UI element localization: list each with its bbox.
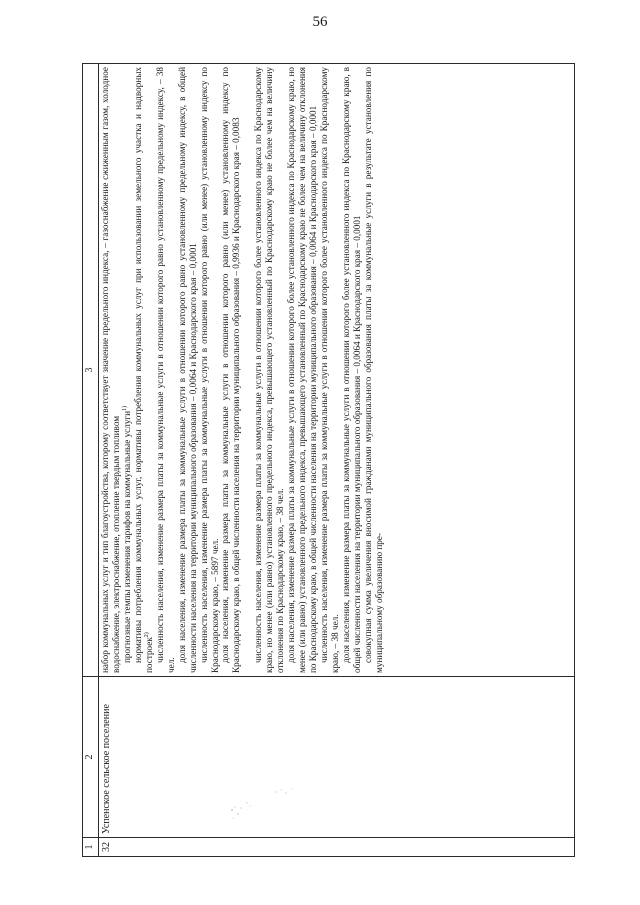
footnote-mark: 1)	[121, 405, 128, 411]
row-description	[99, 64, 575, 677]
scan-noise	[220, 770, 320, 830]
paragraph-share-above-index-within-deviation: доля населения, изменение размера платы за коммунальные услуги в отношении которого более установленного индекса по Краснодарскому краю, но менее (или равно) установленного предельного индекса, превышающего установленный по Краснодарскому краю не более чем на величину отклонения по Краснодарскому краю, в общей численности населения на территории муниципального образования – 0,0064 и Краснодарского края – 0,0001	[286, 67, 319, 673]
footnote-mark: 2)	[143, 632, 150, 638]
paragraph-service-set: набор коммунальных услуг и тип благоустройства, которому соответствует значение предельного индекса, – газоснабжение сжиженным газом, холодное водоснабжение, электроснабжение, отопление твердым топливом	[100, 67, 121, 673]
paragraph-tariff-forecast	[122, 67, 133, 673]
header-col-2: 2	[83, 677, 99, 838]
paragraph-text: прогнозные темпы изменения тарифов на коммунальные услуги	[121, 410, 132, 663]
paragraph-population-below-index: численность населения, изменение размера платы за коммунальные услуги в отношении которого равно (или менее) установленному индексу по Краснодарскому краю, – 5897 чел.	[198, 67, 220, 673]
paragraph-text: нормативы потребления коммунальных услуг, нормативы потребления коммунальных услуг при использовании земельного участка и надворных построек	[132, 67, 154, 673]
settlement-name: Успенское сельское поселение	[99, 677, 575, 838]
row-number: 32	[99, 838, 575, 857]
header-col-1: 1	[83, 838, 99, 857]
table-row	[99, 64, 575, 857]
paragraph-share-at-limit: доля населения, изменение размера платы за коммунальные услуги в отношении которого равно установленному предельному индексу, в общей численности населения на территории муниципального образования – 0,0064 и Краснодарского края – 0,0001	[176, 67, 198, 673]
settlement-table	[82, 63, 575, 857]
rotated-table-frame	[82, 67, 575, 857]
paragraph-population-at-limit: численность населения, изменение размера платы за коммунальные услуги в отношении которого равно установленному предельному индексу, – 38 чел.	[154, 67, 176, 673]
paragraph-share-above-index: доля населения, изменение размера платы за коммунальные услуги в отношении которого более установленного индекса по Краснодарскому краю, в общей численности населения на территории муниципального образования – 0,0064 и Краснодарского края – 0,0001	[341, 67, 362, 673]
paragraph-population-above-index: численность населения, изменение размера платы за коммунальные услуги в отношении которого более установленного индекса по Краснодарскому краю, – 38 чел.	[319, 67, 341, 673]
paragraph-consumption-norms	[133, 67, 155, 673]
paragraph-total-increase: совокупная сумма увеличения вносимой гражданами муниципального образования платы за коммунальные услуги в результате установления по муниципальному образованию пре-	[362, 67, 384, 673]
header-col-3: 3	[83, 64, 99, 677]
table-header-row	[83, 64, 99, 857]
paragraph-share-below-index: доля населения, изменение размера платы за коммунальные услуги в отношении которого равно (или менее) установленному индексу по Краснодарскому краю, в общей численности населения на территории муниципального образования – 0,9936 и Краснодарского края – 0,0083	[220, 67, 242, 673]
page-number: 56	[312, 14, 328, 30]
paragraph-population-above-index-within-deviation: численность населения, изменение размера платы за коммунальные услуги в отношении которого более установленного индекса по Краснодарскому краю, но менее (или равно) установленного предельного индекса, превышающего установленный по Краснодарскому краю не более чем на величину отклонения по Краснодарскому краю, – 38 чел.	[253, 67, 286, 673]
